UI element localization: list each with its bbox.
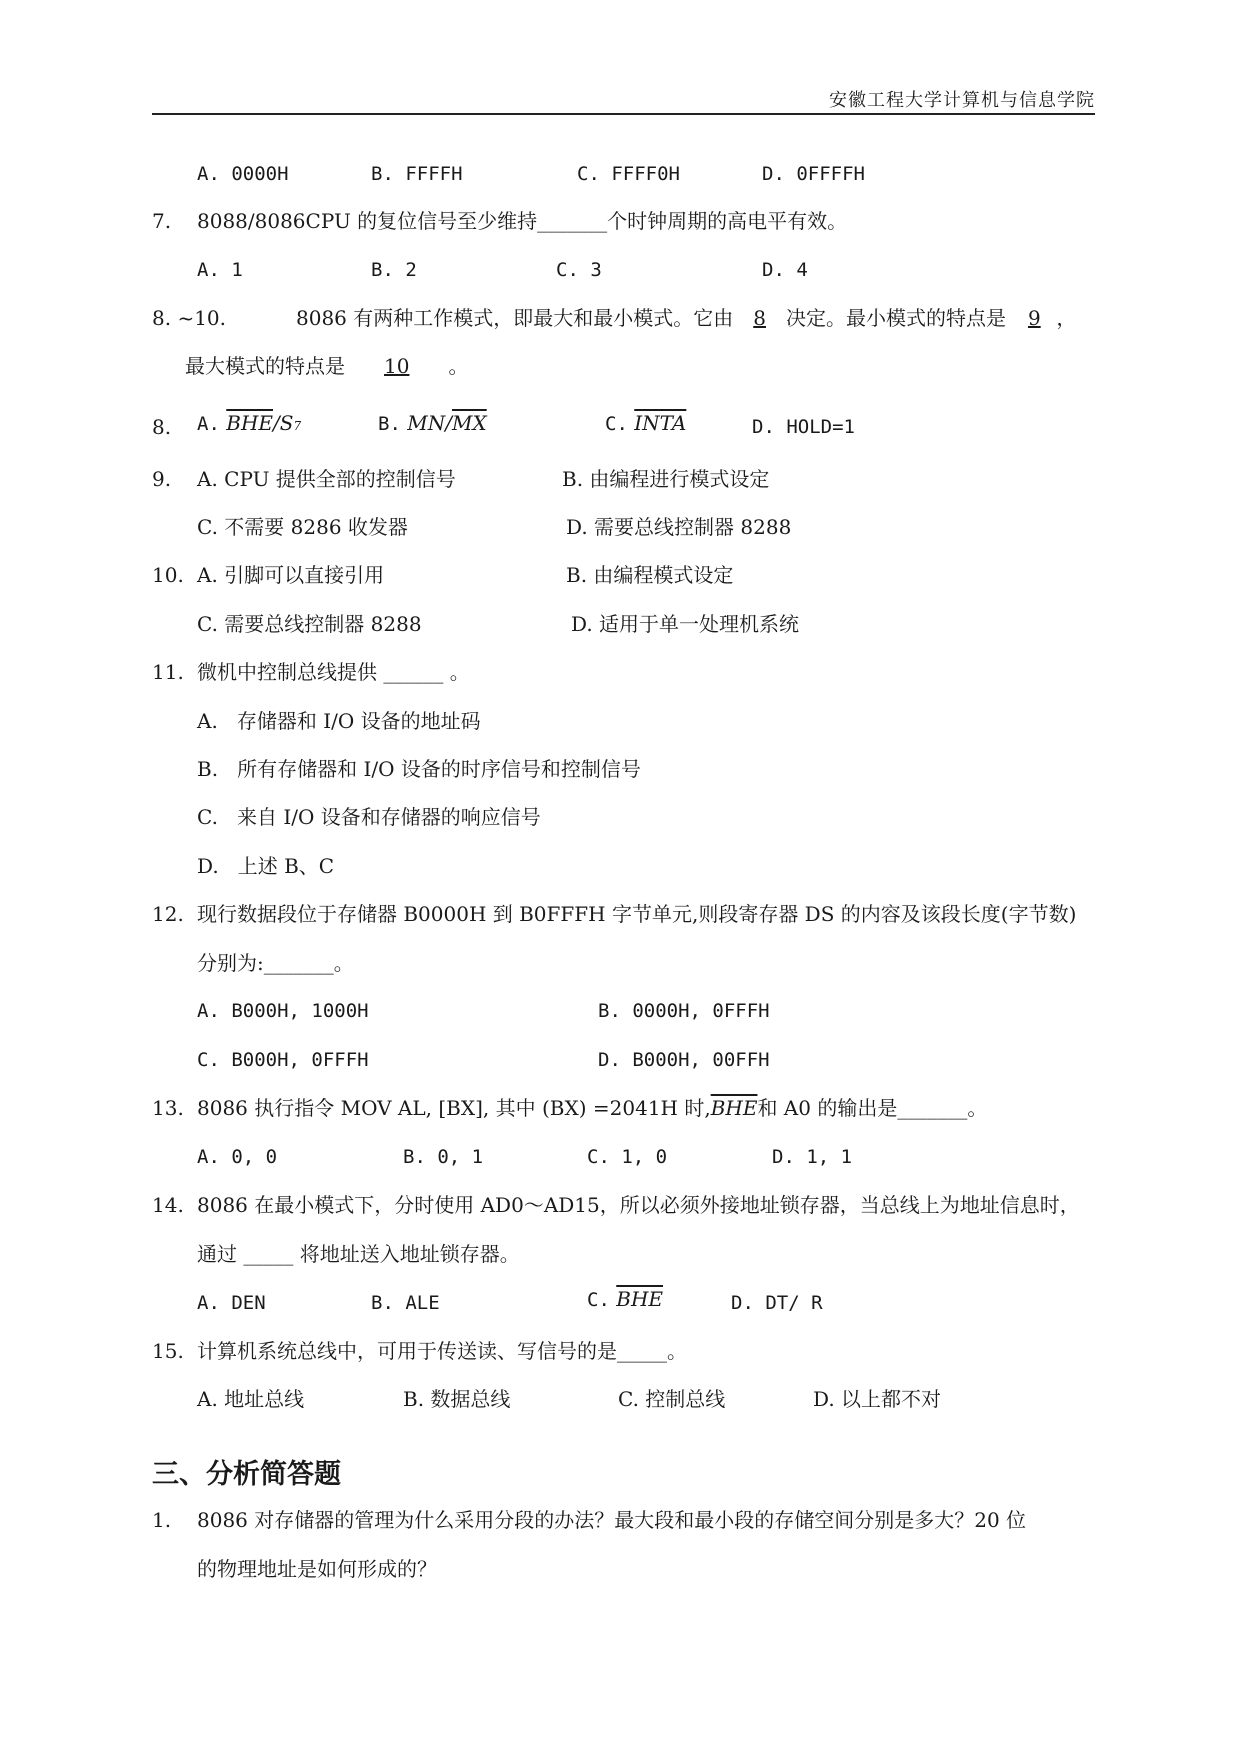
q8-option-c: C. INTA (605, 411, 687, 435)
q9-option-b: B. 由编程进行模式设定 (562, 467, 770, 491)
q6-option-c: C. FFFF0H (577, 163, 680, 185)
q7-option-c: C. 3 (556, 259, 602, 281)
q11-option-c: C. 来自 I/O 设备和存储器的响应信号 (197, 805, 541, 829)
q12-line2: 分别为:_______。 (197, 951, 354, 975)
q9-option-c: C. 不需要 8286 收发器 (197, 515, 408, 539)
q7-number: 7. (152, 209, 172, 233)
q7-option-b: B. 2 (371, 259, 417, 281)
q15-option-a: A. 地址总线 (197, 1387, 305, 1411)
q14-option-a: A. DEN (197, 1292, 266, 1314)
header-rule (152, 113, 1095, 115)
header-school: 安徽工程大学计算机与信息学院 (829, 90, 1095, 111)
q11-option-d: D. 上述 B、C (197, 854, 335, 878)
section-title: 三、分析简答题 (152, 1459, 341, 1490)
q11-stem: 微机中控制总线提供 ______ 。 (197, 660, 470, 684)
q6-option-b: B. FFFFH (371, 163, 463, 185)
q15-option-d: D. 以上都不对 (813, 1387, 942, 1411)
q8-10-line1: 8086 有两种工作模式，即最大和最小模式。它由 8 决定。最小模式的特点是 9 ， (296, 306, 1077, 330)
q7-option-d: D. 4 (762, 259, 808, 281)
q12-line1: 现行数据段位于存储器 B0000H 到 B0FFFH 字节单元,则段寄存器 DS 的内容及该段长度(字节数) (197, 902, 1077, 926)
q8-option-a: A. $\overline{BHE}/S7$ (197, 411, 302, 435)
q14-line2: 通过 _____ 将地址送入地址锁存器。 (197, 1242, 520, 1266)
q8-10-number: 8. ~10. (152, 306, 227, 330)
q9-option-a: A. CPU 提供全部的控制信号 (197, 467, 456, 491)
q10-number: 10. (152, 563, 184, 587)
q12-option-b: B. 0000H, 0FFFH (598, 1000, 770, 1022)
q8-option-d: D. HOLD=1 (752, 416, 855, 438)
q10-option-d: D. 适用于单一处理机系统 (571, 612, 800, 636)
q8-option-b: B. $MN/\overline{MX}$ (378, 411, 487, 435)
q7-option-a: A. 1 (197, 259, 243, 281)
q11-option-a: A. 存储器和 I/O 设备的地址码 (197, 709, 481, 733)
q13-option-c: C. 1, 0 (587, 1146, 668, 1168)
q11-option-b: B. 所有存储器和 I/O 设备的时序信号和控制信号 (197, 757, 641, 781)
q12-option-c: C. B000H, 0FFFH (197, 1049, 369, 1071)
q13-option-a: A. 0, 0 (197, 1146, 278, 1168)
s3-q1-line1: 8086 对存储器的管理为什么采用分段的办法？最大段和最小段的存储空间分别是多大？20 位 (197, 1508, 1027, 1532)
q12-number: 12. (152, 902, 184, 926)
q14-option-d: D. DT/ R (731, 1292, 823, 1314)
q13-option-b: B. 0, 1 (403, 1146, 484, 1168)
q8-10-line2: 最大模式的特点是 10 。 (185, 354, 469, 378)
q8-number: 8. (152, 415, 172, 439)
q15-option-c: C. 控制总线 (618, 1387, 726, 1411)
q13-stem: 8086 执行指令 MOV AL, [BX], 其中 (BX) =2041H 时$,\overline{BHE}$和 A0 的输出是_______。 (197, 1096, 988, 1120)
q15-number: 15. (152, 1339, 184, 1363)
s3-q1-line2: 的物理地址是如何形成的？ (197, 1557, 437, 1581)
q15-stem: 计算机系统总线中，可用于传送读、写信号的是_____。 (197, 1339, 687, 1363)
q9-option-d: D. 需要总线控制器 8288 (566, 515, 792, 539)
q13-number: 13. (152, 1096, 184, 1120)
q14-option-b: B. ALE (371, 1292, 440, 1314)
q10-option-b: B. 由编程模式设定 (566, 563, 734, 587)
q6-option-d: D. 0FFFFH (762, 163, 865, 185)
q14-option-c: C. $\overline{BHE}$ (587, 1287, 663, 1311)
q14-number: 14. (152, 1193, 184, 1217)
q10-option-c: C. 需要总线控制器 8288 (197, 612, 422, 636)
q12-option-a: A. B000H, 1000H (197, 1000, 369, 1022)
q13-option-d: D. 1, 1 (772, 1146, 853, 1168)
q6-option-a: A. 0000H (197, 163, 289, 185)
q7-stem: 8088/8086CPU 的复位信号至少维持_______个时钟周期的高电平有效。 (197, 209, 848, 233)
q9-number: 9. (152, 467, 172, 491)
q15-option-b: B. 数据总线 (403, 1387, 511, 1411)
s3-q1-number: 1. (152, 1508, 172, 1532)
q12-option-d: D. B000H, 00FFH (598, 1049, 770, 1071)
q11-number: 11. (152, 660, 184, 684)
q10-option-a: A. 引脚可以直接引用 (197, 563, 385, 587)
q14-line1: 8086 在最小模式下，分时使用 AD0～AD15，所以必须外接地址锁存器，当总线上为地址信息时， (197, 1193, 1080, 1217)
